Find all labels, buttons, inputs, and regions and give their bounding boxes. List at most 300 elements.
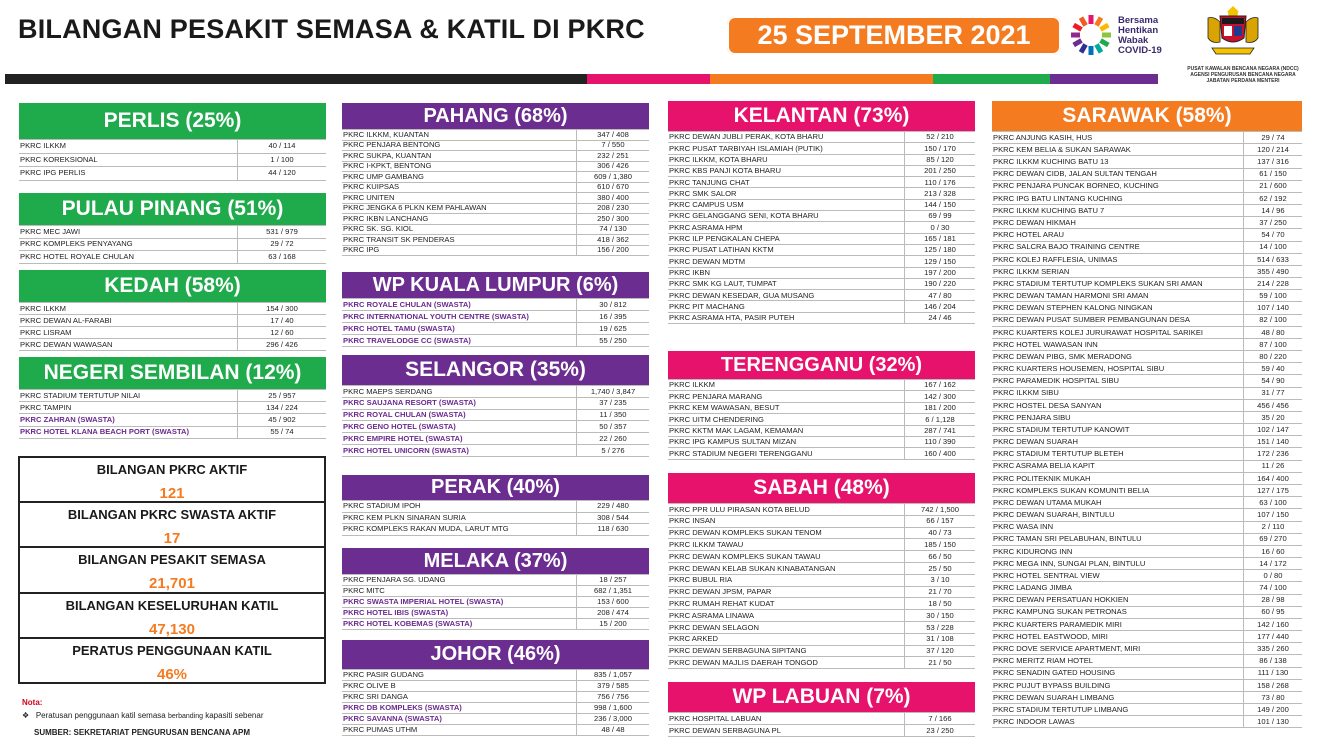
table-row	[342, 172, 649, 183]
pkrc-name: PKRC ASRAMA LINAWA	[668, 610, 905, 621]
table-row	[992, 290, 1302, 302]
pkrc-name: PKRC DEWAN HIKMAH	[992, 217, 1244, 228]
patients-beds-value: 102 / 147	[1257, 424, 1289, 434]
pkrc-name: PKRC DEWAN JPSM, PAPAR	[668, 587, 905, 598]
nota-label: Nota:	[22, 698, 43, 707]
pkrc-name: PKRC ILP PENGKALAN CHEPA	[668, 234, 905, 244]
table-row	[342, 130, 649, 141]
state-title: WP KUALA LUMPUR (6%)	[342, 272, 649, 298]
table-row	[342, 619, 649, 630]
pkrc-name: PKRC DEWAN SERBAGUNA SIPITANG	[668, 646, 905, 657]
table-row	[342, 445, 649, 457]
state-section-kuala-lumpur	[342, 272, 649, 347]
header-stripe-orange	[710, 74, 933, 84]
pkrc-name: PKRC ILKKM TAWAU	[668, 539, 905, 550]
nota-text-b: berbanding	[167, 713, 203, 720]
patients-beds-value: 0 / 30	[930, 222, 950, 232]
table-row	[668, 188, 975, 199]
patients-beds-value: 74 / 100	[1259, 583, 1287, 593]
table-row	[992, 315, 1302, 327]
table-row	[992, 619, 1302, 631]
pkrc-table	[342, 574, 649, 630]
patients-beds-value: 12 / 60	[270, 327, 294, 337]
patients-beds-value: 17 / 40	[270, 315, 294, 325]
patients-beds-value: 15 / 200	[599, 619, 627, 629]
state-title: KELANTAN (73%)	[668, 101, 975, 131]
table-row	[668, 437, 975, 448]
pkrc-name: PKRC UITM CHENDERING	[668, 414, 905, 424]
table-row	[19, 427, 326, 439]
patients-beds-value: 418 / 362	[597, 234, 629, 244]
patients-beds-value: 21 / 600	[1259, 181, 1287, 191]
table-row	[992, 327, 1302, 339]
patients-beds-value: 308 / 544	[597, 512, 629, 522]
table-row	[668, 598, 975, 610]
patients-beds-value: 742 / 1,500	[920, 504, 959, 514]
pkrc-name: PKRC HOTEL ARAU	[992, 229, 1244, 240]
patients-beds-value: 73 / 80	[1261, 692, 1285, 702]
summary-label: PERATUS PENGGUNAAN KATIL	[72, 642, 272, 658]
table-row	[342, 513, 649, 525]
summary-label: BILANGAN KESELURUHAN KATIL	[65, 597, 279, 613]
state-section-pahang	[342, 103, 649, 256]
table-row	[992, 497, 1302, 509]
patients-beds-value: 531 / 979	[266, 226, 298, 236]
table-row	[19, 303, 326, 315]
table-row	[668, 166, 975, 177]
summary-item	[20, 548, 324, 593]
pkrc-name: PKRC KEM PLKN SINARAN SURIA	[342, 513, 577, 524]
table-row	[668, 646, 975, 658]
table-row	[19, 226, 326, 239]
patients-beds-value: 296 / 426	[266, 339, 298, 349]
table-row	[342, 575, 649, 586]
patients-beds-value: 66 / 157	[926, 516, 954, 526]
pkrc-name: PKRC MEC JAWI	[19, 226, 238, 238]
pkrc-name: PKRC ILKKM SERIAN	[992, 266, 1244, 277]
patients-beds-value: 107 / 150	[1257, 510, 1289, 520]
pkrc-name: PKRC HOTEL KOBEMAS (SWASTA)	[342, 619, 577, 629]
table-row	[668, 200, 975, 211]
table-row	[992, 570, 1302, 582]
table-row	[668, 634, 975, 646]
pkrc-name: PKRC UNITEN	[342, 193, 577, 203]
pkrc-name: PKRC STADIUM TERTUTUP KOMPLEKS SUKAN SRI AMAN	[992, 278, 1244, 289]
pkrc-name: PKRC HOTEL ROYALE CHULAN	[19, 251, 238, 263]
coat-of-arms-logo	[1200, 4, 1266, 58]
pkrc-name: PKRC SK. SG. KIOL	[342, 225, 577, 235]
patients-beds-value: 55 / 250	[599, 335, 627, 345]
summary-value: 46%	[156, 665, 188, 683]
table-row	[19, 154, 326, 168]
patients-beds-value: 1,740 / 3,847	[590, 386, 636, 396]
pkrc-name: PKRC KOREKSIONAL	[19, 154, 238, 167]
table-row	[992, 558, 1302, 570]
pkrc-name: PKRC LISRAM	[19, 327, 238, 338]
pkrc-name: PKRC PENJARA MARANG	[668, 391, 905, 401]
patients-beds-value: 2 / 110	[1261, 522, 1285, 532]
patients-beds-value: 16 / 60	[1261, 546, 1285, 556]
patients-beds-value: 998 / 1,600	[593, 703, 632, 713]
pkrc-name: PKRC IPG	[342, 246, 577, 256]
table-row	[992, 400, 1302, 412]
patients-beds-value: 609 / 1,380	[593, 171, 632, 181]
patients-beds-value: 514 / 633	[1257, 254, 1289, 264]
patients-beds-value: 3 / 10	[930, 575, 950, 585]
patients-beds-value: 66 / 50	[928, 551, 952, 561]
patients-beds-value: 63 / 168	[268, 251, 296, 261]
patients-beds-value: 5 / 276	[601, 445, 625, 455]
table-row	[668, 380, 975, 391]
patients-beds-value: 185 / 150	[924, 539, 956, 549]
patients-beds-value: 87 / 100	[1259, 339, 1287, 349]
pkrc-name: PKRC CAMPUS USM	[668, 200, 905, 210]
table-row	[668, 290, 975, 301]
pkrc-name: PKRC KUARTERS KOLEJ JURURAWAT HOSPITAL SARIKEI	[992, 327, 1244, 338]
pkrc-name: PKRC GENO HOTEL (SWASTA)	[342, 421, 577, 432]
summary-item	[20, 594, 324, 639]
patients-beds-value: 232 / 251	[597, 150, 629, 160]
patients-beds-value: 28 / 98	[1261, 595, 1285, 605]
table-row	[19, 140, 326, 154]
state-title: PULAU PINANG (51%)	[19, 193, 326, 225]
pkrc-name: PKRC KUARTERS HOUSEMEN, HOSPITAL SIBU	[992, 363, 1244, 374]
table-row	[342, 193, 649, 204]
table-row	[992, 582, 1302, 594]
patients-beds-value: 164 / 400	[1257, 473, 1289, 483]
pkrc-name: PKRC ROYAL CHULAN (SWASTA)	[342, 410, 577, 421]
table-row	[992, 461, 1302, 473]
patients-beds-value: 14 / 172	[1259, 558, 1287, 568]
patients-beds-value: 11 / 350	[599, 410, 627, 420]
pkrc-name: PKRC SWASTA IMPERIAL HOTEL (SWASTA)	[342, 597, 577, 607]
patients-beds-value: 158 / 268	[1257, 680, 1289, 690]
pkrc-table	[19, 389, 326, 439]
pkrc-name: PKRC IKBN LANCHANG	[342, 214, 577, 224]
pkrc-name: PKRC STADIUM TERTUTUP BLETEH	[992, 448, 1244, 459]
patients-beds-value: 53 / 228	[926, 622, 954, 632]
patients-beds-value: 335 / 260	[1257, 644, 1289, 653]
pkrc-name: PKRC KAMPUNG SUKAN PETRONAS	[992, 607, 1244, 618]
pkrc-name: PKRC ZAHRAN (SWASTA)	[19, 414, 238, 425]
pkrc-name: PKRC DEWAN WAWASAN	[19, 339, 238, 350]
pkrc-name: PKRC MEGA INN, SUNGAI PLAN, BINTULU	[992, 558, 1244, 569]
patients-beds-value: 11 / 26	[1261, 461, 1285, 471]
state-section-kelantan	[668, 101, 975, 324]
table-row	[342, 410, 649, 422]
page-title: BILANGAN PESAKIT SEMASA & KATIL DI PKRC	[18, 14, 645, 44]
patients-beds-value: 86 / 138	[1259, 656, 1287, 666]
patients-beds-value: 201 / 250	[924, 166, 956, 176]
pkrc-name: PKRC DEWAN SUARAH LIMBANG	[992, 692, 1244, 703]
patients-beds-value: 6 / 1,128	[925, 414, 955, 424]
table-row	[19, 327, 326, 339]
table-row	[668, 504, 975, 516]
pkrc-table	[668, 503, 975, 669]
pkrc-name: PKRC ILKKM KUCHING BATU 13	[992, 156, 1244, 167]
table-row	[992, 534, 1302, 546]
patients-beds-value: 154 / 300	[266, 303, 298, 313]
table-row	[992, 436, 1302, 448]
table-row	[668, 539, 975, 551]
pkrc-name: PKRC PUSAT LATIHAN KKTM	[668, 245, 905, 255]
table-row	[992, 509, 1302, 521]
pkrc-name: PKRC DEWAN CIDB, JALAN SULTAN TENGAH	[992, 169, 1244, 180]
date-badge: 25 SEPTEMBER 2021	[727, 16, 1061, 55]
summary-item	[20, 503, 324, 548]
patients-beds-value: 23 / 250	[926, 725, 954, 735]
patients-beds-value: 55 / 74	[270, 427, 294, 437]
pkrc-name: PKRC ARKED	[668, 634, 905, 645]
table-row	[992, 217, 1302, 229]
pkrc-name: PKRC IPG BATU LINTANG KUCHING	[992, 193, 1244, 204]
patients-beds-value: 44 / 120	[268, 168, 296, 178]
patients-beds-value: 125 / 180	[924, 245, 956, 255]
pkrc-name: PKRC HOTEL TAMU (SWASTA)	[342, 323, 577, 334]
table-row	[668, 622, 975, 634]
patients-beds-value: 380 / 400	[597, 192, 629, 202]
pkrc-name: PKRC KBS PANJI KOTA BHARU	[668, 166, 905, 176]
patients-beds-value: 250 / 300	[597, 213, 629, 223]
pkrc-name: PKRC UMP GAMBANG	[342, 172, 577, 182]
patients-beds-value: 142 / 300	[924, 391, 956, 401]
patients-beds-value: 47 / 80	[928, 290, 952, 300]
pkrc-name: PKRC ILKKM	[19, 303, 238, 314]
table-row	[19, 251, 326, 264]
table-row	[342, 335, 649, 347]
table-row	[342, 183, 649, 194]
pkrc-name: PKRC DEWAN PUSAT SUMBER PEMBANGUNAN DESA	[992, 315, 1244, 326]
header-stripe-dark	[5, 74, 587, 84]
summary-label: BILANGAN PKRC SWASTA AKTIF	[67, 507, 277, 523]
pkrc-name: PKRC WASA INN	[992, 522, 1244, 533]
patients-beds-value: 48 / 80	[1261, 327, 1285, 337]
patients-beds-value: 150 / 170	[924, 143, 956, 153]
table-row	[342, 235, 649, 246]
patients-beds-value: 0 / 80	[1263, 570, 1283, 580]
pkrc-name: PKRC ILKKM KUCHING BATU 7	[992, 205, 1244, 216]
patients-beds-value: 69 / 99	[928, 211, 952, 221]
table-row	[992, 412, 1302, 424]
patients-beds-value: 35 / 20	[1261, 412, 1285, 422]
table-row	[342, 162, 649, 173]
table-row	[668, 245, 975, 256]
patients-beds-value: 1 / 100	[270, 154, 294, 164]
state-title: PERAK (40%)	[342, 475, 649, 500]
pkrc-name: PKRC HOTEL EASTWOOD, MIRI	[992, 631, 1244, 642]
pkrc-name: PKRC DEWAN TAMAN HARMONI SRI AMAN	[992, 290, 1244, 301]
pkrc-table	[19, 225, 326, 264]
patients-beds-value: 59 / 100	[1259, 291, 1287, 301]
table-row	[342, 524, 649, 536]
pkrc-name: PKRC DEWAN PIBG, SMK MERADONG	[992, 351, 1244, 362]
table-row	[342, 246, 649, 257]
pkrc-name: PKRC DEWAN SELAGON	[668, 622, 905, 633]
patients-beds-value: 7 / 166	[928, 713, 952, 723]
patients-beds-value: 236 / 3,000	[593, 714, 632, 724]
table-row	[342, 670, 649, 681]
pkrc-name: PKRC STADIUM IPOH	[342, 501, 577, 512]
pkrc-table	[342, 385, 649, 457]
table-row	[342, 725, 649, 736]
summary-value: 47,130	[149, 620, 195, 638]
patients-beds-value: 153 / 600	[597, 597, 629, 607]
table-row	[992, 595, 1302, 607]
patients-beds-value: 37 / 120	[926, 646, 954, 656]
pkrc-name: PKRC HOTEL WAWASAN INN	[992, 339, 1244, 350]
patients-beds-value: 149 / 200	[1257, 704, 1289, 714]
patients-beds-value: 14 / 96	[1261, 205, 1285, 215]
table-row	[992, 448, 1302, 460]
pkrc-name: PKRC PENJARA SIBU	[992, 412, 1244, 423]
table-row	[668, 222, 975, 233]
covid-campaign-text: Bersama Hentikan Wabak COVID-19	[1118, 15, 1162, 56]
table-row	[668, 177, 975, 188]
pkrc-name: PKRC SMK KG LAUT, TUMPAT	[668, 279, 905, 289]
patients-beds-value: 177 / 440	[1257, 631, 1289, 641]
patients-beds-value: 142 / 160	[1257, 619, 1289, 629]
patients-beds-value: 287 / 741	[924, 425, 956, 435]
pkrc-name: PKRC ILKKM SIBU	[992, 388, 1244, 399]
patients-beds-value: 31 / 108	[926, 634, 954, 644]
pkrc-name: PKRC DEWAN MDTM	[668, 256, 905, 266]
covid-burst-icon	[1068, 12, 1114, 58]
pkrc-name: PKRC DOVE SERVICE APARTMENT, MIRI	[992, 643, 1244, 654]
pkrc-name: PKRC LADANG JIMBA	[992, 582, 1244, 593]
table-row	[992, 692, 1302, 704]
pkrc-name: PKRC KOMPLEKS RAKAN MUDA, LARUT MTG	[342, 524, 577, 535]
state-section-negeri-sembilan	[19, 357, 326, 439]
table-row	[342, 225, 649, 236]
pkrc-name: PKRC DEWAN AL-FARABI	[19, 315, 238, 326]
state-title: SARAWAK (58%)	[992, 101, 1302, 131]
table-row	[992, 375, 1302, 387]
pkrc-name: PKRC ILKKM	[19, 140, 238, 153]
pkrc-name: PKRC ASRAMA HTA, PASIR PUTEH	[668, 313, 905, 323]
pkrc-name: PKRC KUIPSAS	[342, 183, 577, 193]
pkrc-name: PKRC DEWAN SERBAGUNA PL	[668, 725, 905, 736]
pkrc-name: PKRC HOTEL SENTRAL VIEW	[992, 570, 1244, 581]
pkrc-name: PKRC SAVANNA (SWASTA)	[342, 714, 577, 724]
table-row	[342, 597, 649, 608]
table-row	[992, 716, 1302, 728]
pkrc-name: PKRC STADIUM TERTUTUP KANOWIT	[992, 424, 1244, 435]
summary-label: BILANGAN PESAKIT SEMASA	[78, 552, 266, 568]
state-title: PERLIS (25%)	[19, 103, 326, 139]
patients-beds-value: 37 / 250	[1259, 217, 1287, 227]
table-row	[992, 169, 1302, 181]
state-title: WP LABUAN (7%)	[668, 682, 975, 712]
table-row	[992, 522, 1302, 534]
table-row	[992, 546, 1302, 558]
table-row	[668, 143, 975, 154]
pkrc-name: PKRC HOTEL IBIS (SWASTA)	[342, 608, 577, 618]
patients-beds-value: 22 / 260	[599, 433, 627, 443]
table-row	[342, 204, 649, 215]
pkrc-name: PKRC KEM WAWASAN, BESUT	[668, 403, 905, 413]
table-row	[992, 278, 1302, 290]
pkrc-name: PKRC KKTM MAK LAGAM, KEMAMAN	[668, 426, 905, 436]
table-row	[992, 388, 1302, 400]
nota-text-c: kapasiti sebenar	[205, 711, 264, 720]
table-row	[992, 607, 1302, 619]
pkrc-name: PKRC ILKKM, KOTA BHARU	[668, 155, 905, 165]
pkrc-name: PKRC KOLEJ RAFFLESIA, UNIMAS	[992, 254, 1244, 265]
pkrc-name: PKRC DEWAN STEPHEN KALONG NINGKAN	[992, 302, 1244, 313]
patients-beds-value: 110 / 390	[924, 437, 956, 447]
patients-beds-value: 48 / 48	[601, 725, 625, 735]
table-row	[342, 323, 649, 335]
header-stripe-purple	[1050, 74, 1158, 84]
table-row	[342, 703, 649, 714]
table-row	[668, 211, 975, 222]
table-row	[342, 311, 649, 323]
pkrc-name: PKRC EMPIRE HOTEL (SWASTA)	[342, 433, 577, 444]
patients-beds-value: 213 / 328	[924, 188, 956, 198]
pkrc-name: PKRC PENJARA SG. UDANG	[342, 575, 577, 585]
pkrc-table	[668, 712, 975, 737]
state-title: SABAH (48%)	[668, 473, 975, 503]
table-row	[19, 239, 326, 252]
pkrc-name: PKRC IPG PERLIS	[19, 167, 238, 180]
state-section-terengganu	[668, 351, 975, 460]
pkrc-name: PKRC KOMPLEKS PENYAYANG	[19, 239, 238, 251]
table-row	[668, 426, 975, 437]
table-row	[668, 132, 975, 143]
patients-beds-value: 682 / 1,351	[593, 586, 632, 596]
summary-value: 21,701	[149, 575, 195, 593]
pkrc-name: PKRC KUARTERS PARAMEDIK MIRI	[992, 619, 1244, 630]
pkrc-name: PKRC DEWAN UTAMA MUKAH	[992, 497, 1244, 508]
state-section-johor	[342, 640, 649, 736]
summary-item	[20, 639, 324, 684]
state-title: JOHOR (46%)	[342, 640, 649, 669]
table-row	[668, 234, 975, 245]
table-row	[668, 551, 975, 563]
patients-beds-value: 52 / 210	[926, 132, 954, 142]
patients-beds-value: 107 / 140	[1257, 303, 1289, 313]
pkrc-name: PKRC ILKKM	[668, 380, 905, 390]
pkrc-name: PKRC PIT MACHANG	[668, 301, 905, 311]
state-section-labuan	[668, 682, 975, 737]
patients-beds-value: 61 / 150	[1259, 169, 1287, 179]
pkrc-name: PKRC TAMPIN	[19, 402, 238, 413]
patients-beds-value: 85 / 120	[926, 154, 954, 164]
table-row	[992, 485, 1302, 497]
covid-campaign-logo	[1068, 12, 1178, 62]
state-title: PAHANG (68%)	[342, 103, 649, 129]
pkrc-name: PKRC PENJARA BENTONG	[342, 141, 577, 151]
patients-beds-value: 31 / 77	[1261, 388, 1285, 398]
table-row	[19, 402, 326, 414]
pkrc-name: PKRC DEWAN KOMPLEKS SUKAN TENOM	[668, 528, 905, 539]
pkrc-name: PKRC INDOOR LAWAS	[992, 716, 1244, 727]
pkrc-name: PKRC HOSPITAL LABUAN	[668, 713, 905, 724]
patients-beds-value: 50 / 357	[599, 421, 627, 431]
pkrc-name: PKRC PUJUT BYPASS BUILDING	[992, 680, 1244, 691]
patients-beds-value: 29 / 72	[270, 239, 294, 249]
pkrc-table	[668, 379, 975, 460]
table-row	[342, 141, 649, 152]
table-row	[992, 339, 1302, 351]
patients-beds-value: 18 / 257	[599, 575, 627, 585]
table-row	[668, 256, 975, 267]
table-row	[19, 315, 326, 327]
pkrc-name: PKRC POLITEKNIK MUKAH	[992, 473, 1244, 484]
pkrc-name: PKRC DEWAN SUARAH, BINTULU	[992, 509, 1244, 520]
pkrc-name: PKRC MITC	[342, 586, 577, 596]
patients-beds-value: 355 / 490	[1257, 266, 1289, 276]
